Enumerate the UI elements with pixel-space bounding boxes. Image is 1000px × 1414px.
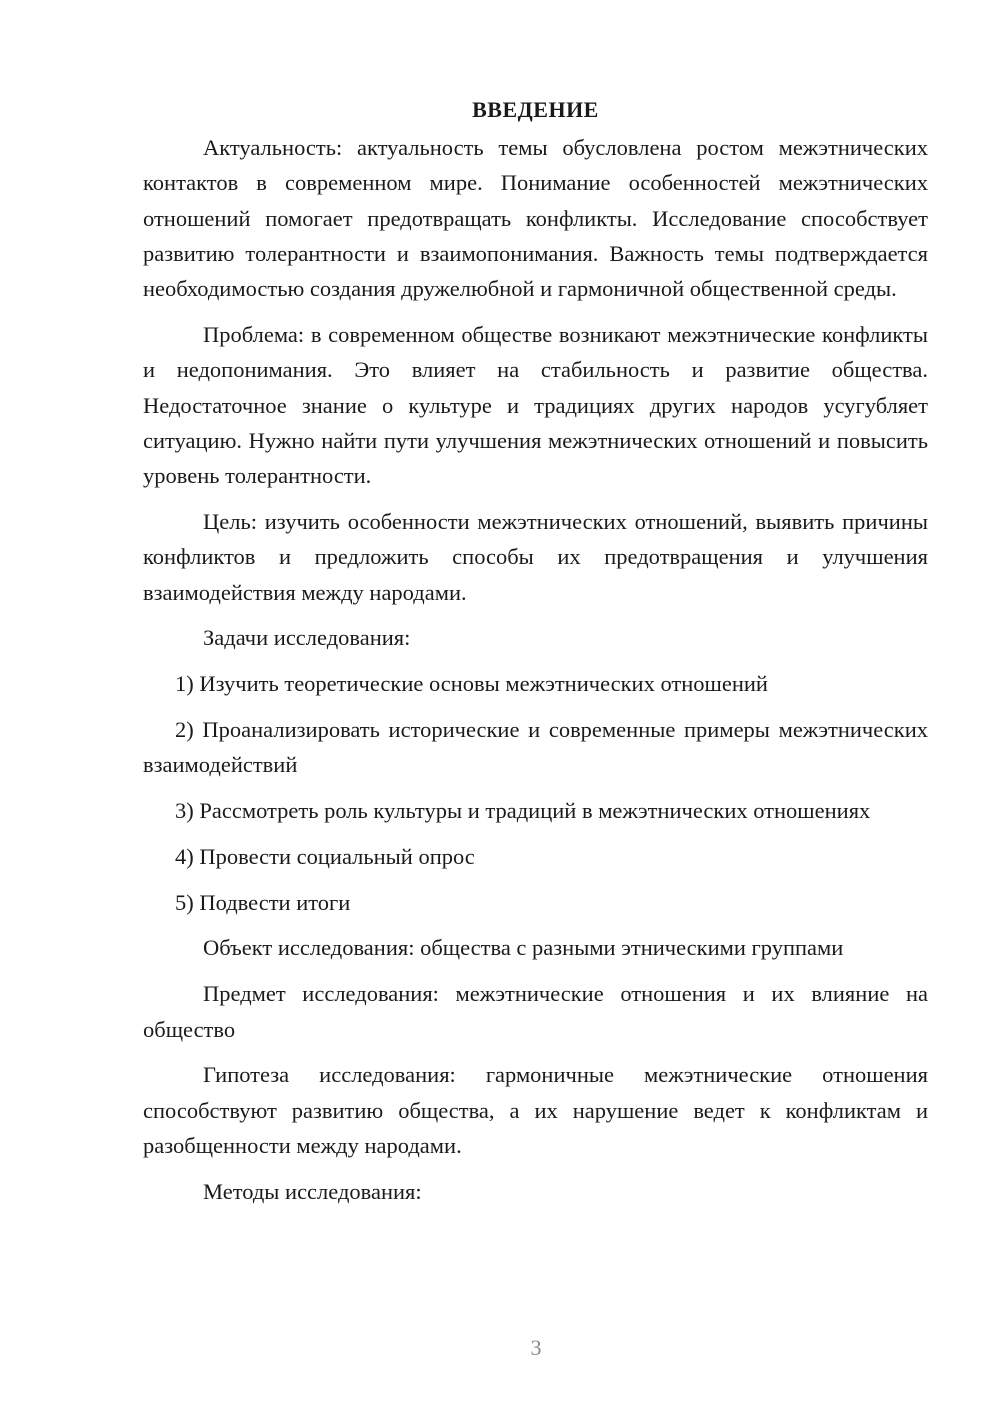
subject-paragraph: Предмет исследования: межэтнические отношения и их влияние на общество xyxy=(143,981,928,1042)
methods-heading: Методы исследования: xyxy=(203,1178,422,1204)
relevance-paragraph: Актуальность: актуальность темы обусловлена ростом межэтнических контактов в современном мире. Понимание особенностей межэтнических отношений помогает предотвращать конфликты. Исследование способствует развитию толерантности и взаимопонимания. Важность темы подтверждается необходимостью создания дружелюбной и гармоничной общественной среды. xyxy=(143,135,928,302)
tasks-heading: Задачи исследования: xyxy=(203,625,411,651)
page-number: 3 xyxy=(530,1335,542,1360)
object-paragraph: Объект исследования: общества с разными этническими группами xyxy=(203,935,844,961)
section-title: ВВЕДЕНИЕ xyxy=(472,97,599,122)
task-item: 5) Подвести итоги xyxy=(175,889,351,915)
task-item: 1) Изучить теоретические основы межэтнических отношений xyxy=(175,671,768,697)
task-item: 3) Рассмотреть роль культуры и традиций в межэтнических отношениях xyxy=(175,798,871,824)
task-item: 2) Проанализировать исторические и современные примеры межэтнических взаимодействий xyxy=(143,716,928,778)
goal-paragraph: Цель: изучить особенности межэтнических отношений, выявить причины конфликтов и предложить способы их предотвращения и улучшения взаимодействия между народами. xyxy=(143,508,928,605)
problem-paragraph: Проблема: в современном обществе возникают межэтнические конфликты и недопонимания. Это влияет на стабильность и развитие общества. Недостаточное знание о культуре и традициях других народов усугубляет ситуацию. Нужно найти пути улучшения межэтнических отношений и повысить уровень толерантности. xyxy=(143,321,928,489)
hypothesis-paragraph: Гипотеза исследования: гармоничные межэтнические отношения способствуют развитию общества, а их нарушение ведет к конфликтам и разобщенности между народами. xyxy=(143,1062,928,1158)
document-page xyxy=(143,92,928,1220)
task-item: 4) Провести социальный опрос xyxy=(175,843,475,869)
